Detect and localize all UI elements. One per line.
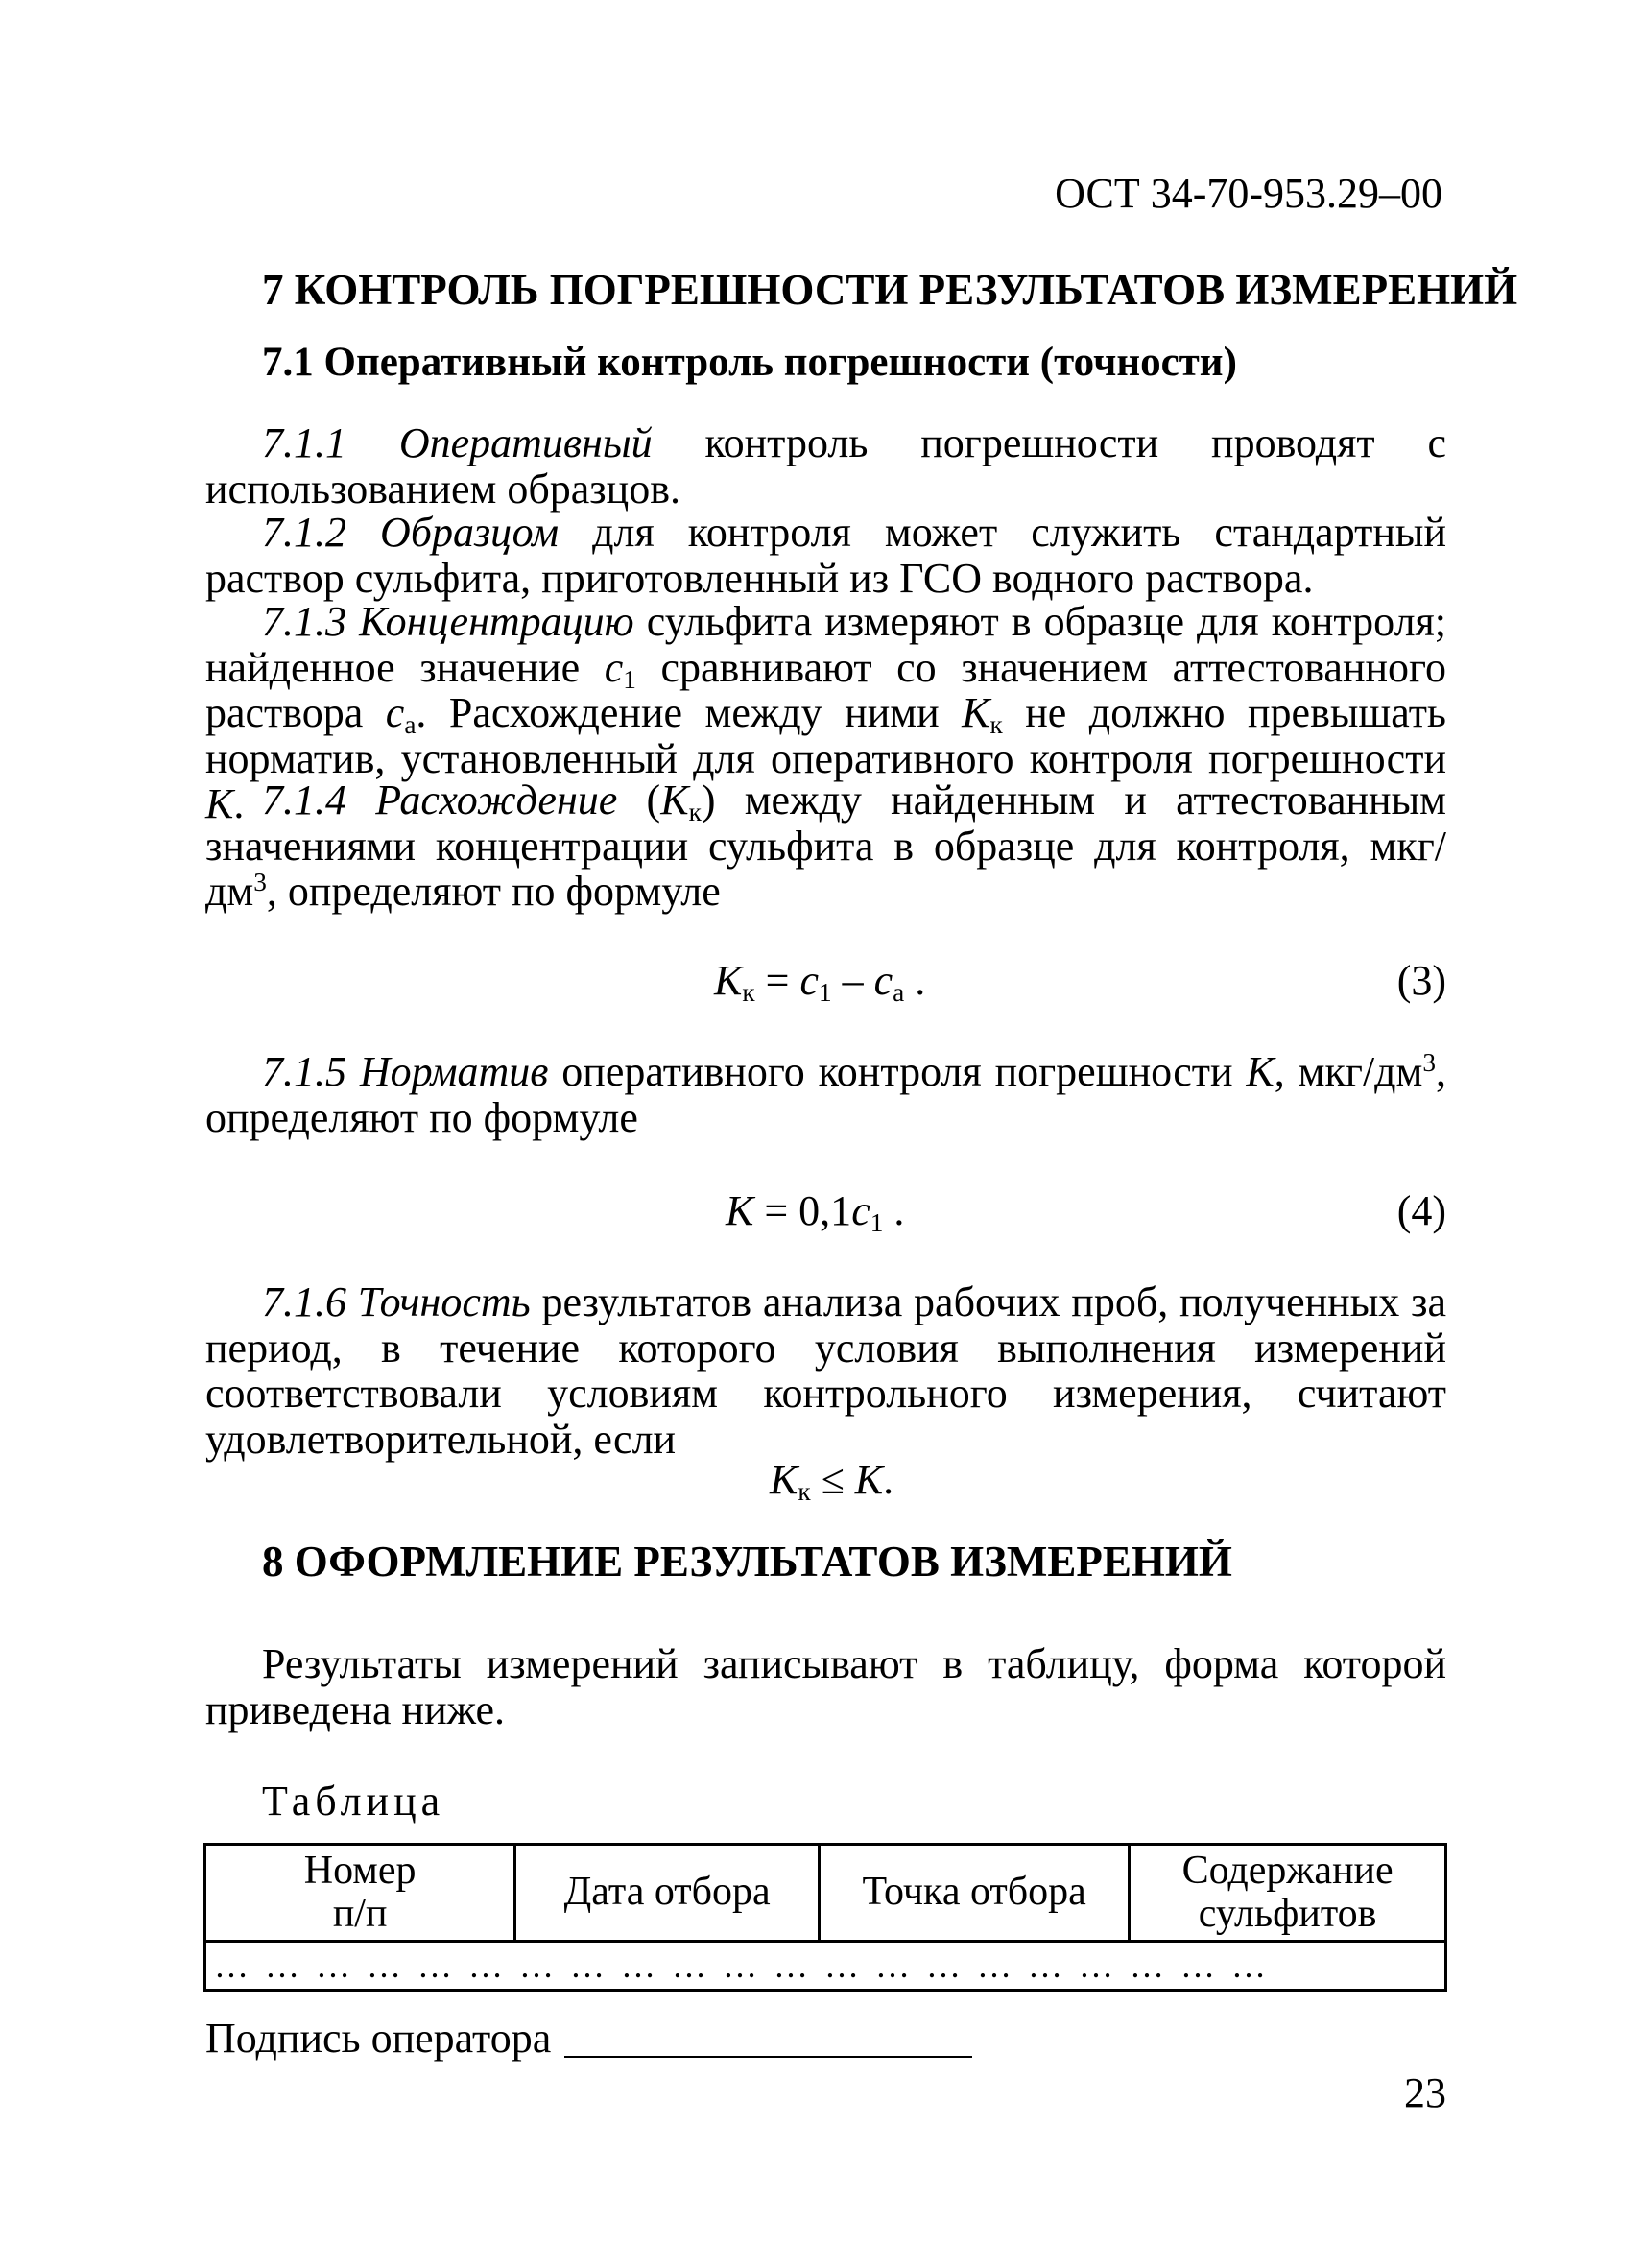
term-7-1-2: 7.1.2 Образцом <box>262 509 560 556</box>
table-placeholder-row: … … … … … … … … … … … … … … … … … … … … … <box>205 1942 1446 1991</box>
formula-4-rhs: = 0,1 <box>753 1187 852 1234</box>
paragraph-7-1-5 <box>205 1049 1446 1140</box>
paragraph-7-1-4 <box>205 777 1446 915</box>
term-7-1-4: 7.1.4 Расхождение <box>262 776 618 824</box>
var-c: c <box>873 957 893 1004</box>
signature-block <box>205 2016 972 2062</box>
header-content <box>1130 1845 1446 1942</box>
var-K: K <box>1246 1048 1275 1095</box>
var-c: c <box>385 689 405 737</box>
header-number-line2: п/п <box>332 1892 388 1936</box>
formula-3-number: (3) <box>1396 957 1446 1004</box>
text-7-1-3-b: сравнивают со значением аттестованного раствора <box>205 643 1446 737</box>
var-K: K <box>205 780 234 828</box>
subsection-7-1-title: 7.1 Оперативный контроль погрешности (точности) <box>262 340 1237 385</box>
minus-sign: – <box>831 957 874 1004</box>
sub-1: 1 <box>870 1207 884 1237</box>
section-8-title: 8 ОФОРМЛЕНИЕ РЕЗУЛЬТАТОВ ИЗМЕРЕНИЙ <box>262 1538 1232 1586</box>
sub-k: к <box>742 977 755 1007</box>
text-7-1-3-d: не должно превышать норматив, установленный для оперативного контроля погрешности <box>205 689 1446 782</box>
term-7-1-3: 7.1.3 Концентрацию <box>262 598 634 645</box>
header-number <box>205 1845 515 1942</box>
equals-sign: = <box>754 957 800 1004</box>
formula-4-number: (4) <box>1396 1187 1446 1234</box>
text-7-1-4-c: , определяют по формуле <box>266 868 721 916</box>
sub-k: к <box>688 797 702 826</box>
header-point: Точка отбора <box>820 1845 1130 1942</box>
paragraph-8 <box>205 1641 1446 1732</box>
var-K: K <box>770 1456 798 1503</box>
var-K: K <box>854 1456 884 1503</box>
header-content-line2: сульфитов <box>1198 1892 1377 1936</box>
signature-label: Подпись оператора <box>205 2015 552 2062</box>
sup-3: 3 <box>1422 1048 1436 1077</box>
sub-a: а <box>893 977 905 1007</box>
header-content-line1: Содержание <box>1181 1848 1394 1893</box>
paragraph-7-1-6 <box>205 1279 1446 1462</box>
sub-k: к <box>989 709 1003 739</box>
paragraph-7-1-1 <box>205 420 1446 512</box>
table-caption: Таблица <box>262 1778 445 1825</box>
le-sign: ≤ <box>810 1456 855 1503</box>
text-8: Результаты измерений записывают в таблицу, форма которой приведена ниже. <box>205 1640 1446 1733</box>
results-table <box>203 1843 1447 1992</box>
term-7-1-6: 7.1.6 Точность <box>262 1278 531 1325</box>
page-number: 23 <box>1404 2069 1446 2116</box>
table-header-row <box>205 1845 1446 1942</box>
text-7-1-5-a: оперативного контроля погрешности <box>548 1048 1247 1095</box>
term-7-1-5: 7.1.5 Норматив <box>262 1048 549 1095</box>
term-7-1-1: 7.1.1 Оперативный <box>262 419 653 466</box>
var-c: c <box>799 957 819 1004</box>
period: . <box>883 1456 894 1503</box>
text-7-1-3-a: сульфита измеряют в образце для контроля; найденное значение <box>205 598 1446 691</box>
sub-1: 1 <box>818 977 832 1007</box>
section-7-title: 7 КОНТРОЛЬ ПОГРЕШНОСТИ РЕЗУЛЬТАТОВ ИЗМЕРЕНИЙ <box>262 266 1518 314</box>
text-7-1-1: контроль погрешности проводят с использованием образцов. <box>205 419 1446 513</box>
paragraph-7-1-2 <box>205 510 1446 601</box>
text-7-1-5-b: , мкг/дм <box>1274 1048 1423 1095</box>
var-K: K <box>962 689 990 737</box>
text-7-1-3-e: . <box>233 780 245 828</box>
signature-line <box>564 2056 972 2058</box>
header-date: Дата отбора <box>515 1845 820 1942</box>
sup-3: 3 <box>253 868 267 897</box>
var-c: c <box>851 1187 870 1234</box>
var-K: K <box>726 1187 754 1234</box>
text-7-1-2: для контроля может служить стандартный раствор сульфита, приготовленный из ГСО водного раствора. <box>205 509 1447 602</box>
text-7-1-5-c: , определяют по формуле <box>205 1048 1446 1141</box>
sub-1: 1 <box>623 664 636 694</box>
sub-a: а <box>404 709 417 739</box>
document-code: ОСТ 34-70-953.29–00 <box>1055 170 1442 217</box>
table-row <box>205 1942 1446 1991</box>
text-7-1-3-c: . Расхождение между ними <box>416 689 963 737</box>
sub-k: к <box>798 1476 811 1506</box>
period: . <box>883 1187 905 1234</box>
text-7-1-4-b: ) между найденным и аттестованным значениями концентрации сульфита в образце для контроля, мкг/дм <box>205 776 1446 916</box>
header-number-line1: Номер <box>303 1848 417 1893</box>
formula-3-K: K <box>714 957 743 1004</box>
var-K: K <box>660 776 689 824</box>
period: . <box>904 957 926 1004</box>
text-7-1-4-a: ( <box>617 776 661 824</box>
text-7-1-6: результатов анализа рабочих проб, полученных за период, в течение которого условия выполнения измерений соответствовали условиям контрольного измерения, считают удовлетворительной, если <box>205 1278 1446 1463</box>
var-c: c <box>604 643 624 691</box>
